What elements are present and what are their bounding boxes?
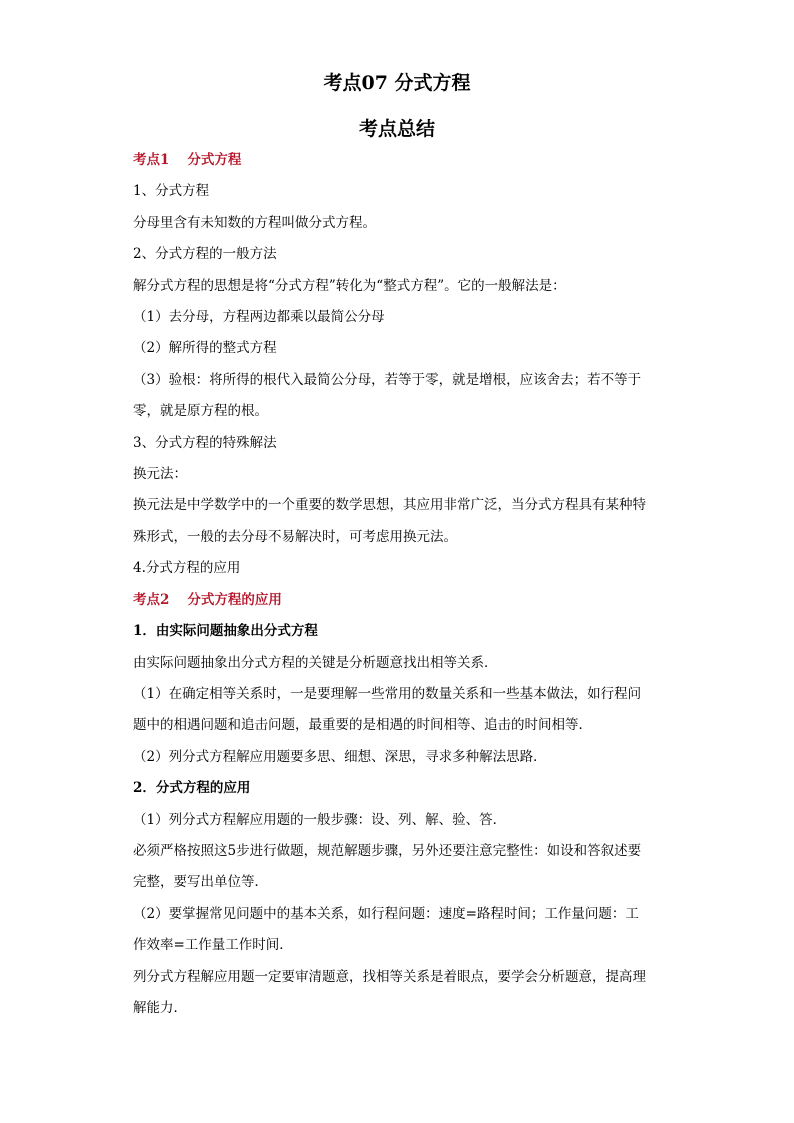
document-body xyxy=(133,145,663,1024)
text-line: （1）在确定相等关系时，一是要理解一些常用的数量关系和一些基本做法，如行程问 xyxy=(133,685,642,702)
text-line: （2）要掌握常见问题中的基本关系，如行程问题：速度=路程时间；工作量问题：工 xyxy=(133,905,639,922)
text-line: 分母里含有未知数的方程叫做分式方程。 xyxy=(133,214,376,231)
text-line: 零，就是原方程的根。 xyxy=(133,403,268,420)
text-line: （1）去分母，方程两边都乘以最简公分母 xyxy=(133,309,385,326)
text-line: 1、分式方程 xyxy=(133,183,210,200)
text-line: 完整，要写出单位等． xyxy=(133,874,268,891)
section-name: 分式方程 xyxy=(187,152,242,168)
text-line: 殊形式，一般的去分母不易解决时，可考虑用换元法。 xyxy=(133,528,457,545)
section-name: 分式方程的应用 xyxy=(187,591,282,608)
text-line: 作效率=工作量工作时间． xyxy=(133,937,293,954)
text-line: 题中的相遇问题和追击问题，最重要的是相遇的时间相等、追击的时间相等． xyxy=(133,717,592,734)
subheading: 2．分式方程的应用 xyxy=(133,780,251,797)
text-line: 3、分式方程的特殊解法 xyxy=(133,434,277,451)
section-label: 考点1 xyxy=(133,152,170,168)
text-line: 2、分式方程的一般方法 xyxy=(133,246,277,263)
section-heading-1 xyxy=(133,145,663,176)
text-line: 换元法： xyxy=(133,466,187,483)
text-line: 必须严格按照这5步进行做题，规范解题步骤，另外还要注意完整性：如设和答叙述要 xyxy=(133,842,642,859)
document-title: 考点07 分式方程 xyxy=(323,72,471,94)
text-line: 换元法是中学数学中的一个重要的数学思想，其应用非常广泛，当分式方程具有某种特 xyxy=(133,497,646,514)
section-label: 考点2 xyxy=(133,591,170,608)
text-line: （2）解所得的整式方程 xyxy=(133,340,277,357)
text-line: 解分式方程的思想是将“分式方程”转化为“整式方程”。它的一般解法是： xyxy=(133,277,566,294)
document-subtitle: 考点总结 xyxy=(358,118,435,140)
text-line: （2）列分式方程解应用题要多思、细想、深思，寻求多种解法思路． xyxy=(133,748,547,765)
subheading: 1．由实际问题抽象出分式方程 xyxy=(133,623,318,640)
text-line: （1）列分式方程解应用题的一般步骤：设、列、解、验、答． xyxy=(133,811,507,828)
text-line: 解能力． xyxy=(133,999,187,1016)
text-line: 由实际问题抽象出分式方程的关键是分析题意找出相等关系． xyxy=(133,654,498,671)
text-line: （3）验根：将所得的根代入最简公分母，若等于零，就是增根，应该舍去；若不等于 xyxy=(133,371,642,388)
text-line: 列分式方程解应用题一定要审清题意，找相等关系是着眼点，要学会分析题意，提高理 xyxy=(133,968,646,985)
section-heading-2 xyxy=(133,585,663,616)
text-line: 4.分式方程的应用 xyxy=(133,560,241,577)
